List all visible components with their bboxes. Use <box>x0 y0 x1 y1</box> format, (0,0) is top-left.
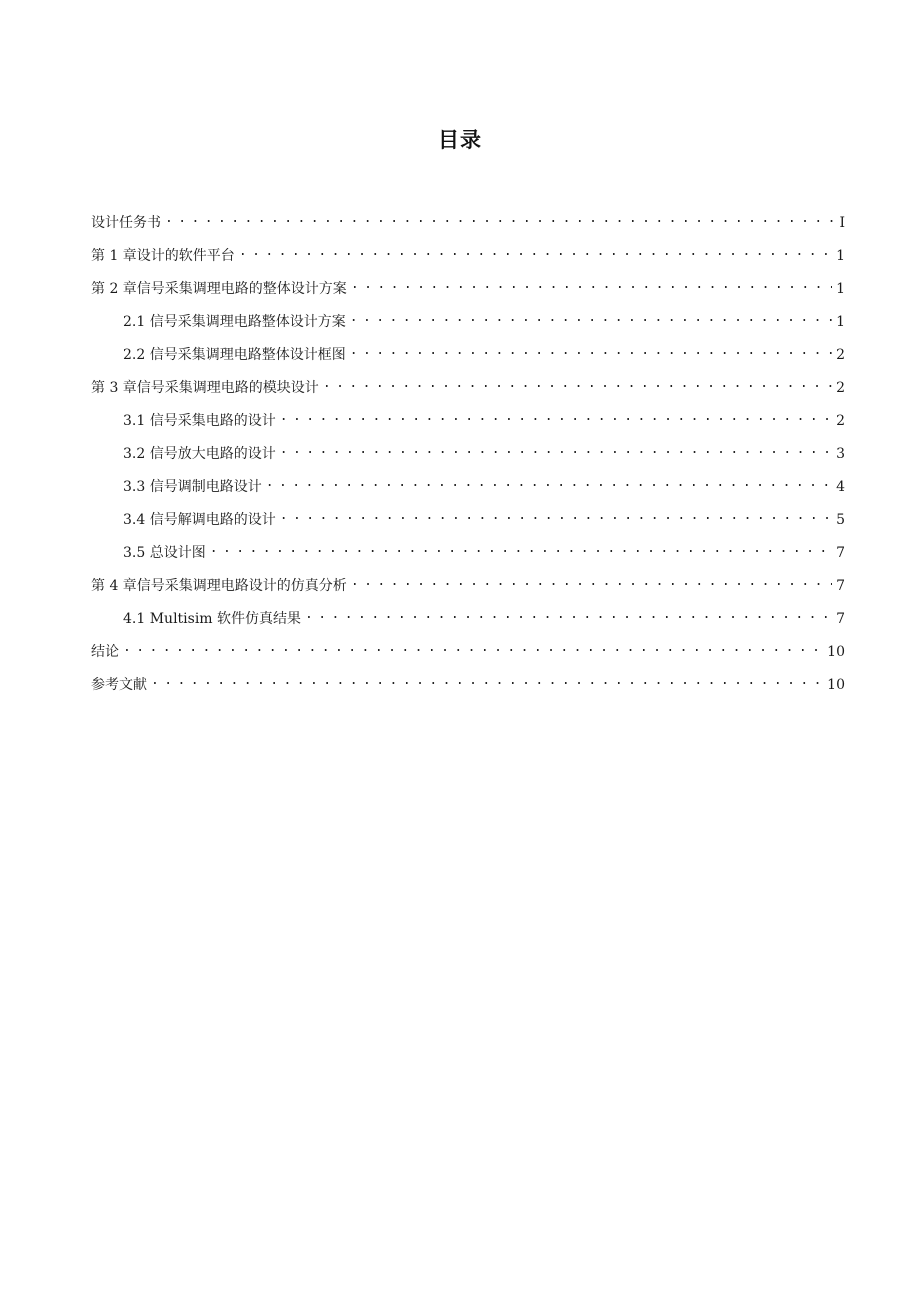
toc-entry-section-3-2[interactable] <box>91 442 845 475</box>
toc-entry-chapter-2[interactable] <box>91 277 845 310</box>
toc-leader-dots <box>280 442 832 458</box>
toc-entry-page: 10 <box>827 644 845 660</box>
toc-entry-text: 第 4 章信号采集调理电路设计的仿真分析 <box>91 578 347 594</box>
toc-entry-chapter-3[interactable] <box>91 376 845 409</box>
toc-leader-dots <box>280 409 832 425</box>
toc-entry-section-4-1[interactable] <box>91 607 845 640</box>
toc-entry-section-2-2[interactable] <box>91 343 845 376</box>
toc-entry-text: 第 3 章信号采集调理电路的模块设计 <box>91 380 319 396</box>
toc-entry-page: 1 <box>836 248 845 264</box>
toc-entry-conclusion[interactable] <box>91 640 845 673</box>
toc-entry-page: 2 <box>836 413 845 429</box>
toc-leader-dots <box>323 376 832 392</box>
toc-entry-text: 3.4 信号解调电路的设计 <box>123 512 276 528</box>
toc-entry-text: 4.1 Multisim 软件仿真结果 <box>123 611 302 627</box>
toc-leader-dots <box>305 607 832 623</box>
toc-leader-dots <box>350 343 832 359</box>
toc-entry-page: 2 <box>836 380 845 396</box>
toc-entry-text: 2.2 信号采集调理电路整体设计框图 <box>123 347 346 363</box>
toc-leader-dots <box>123 640 823 656</box>
toc-leader-dots <box>151 673 823 689</box>
toc-entry-page: 2 <box>836 347 845 363</box>
toc-entry-page: I <box>839 215 845 231</box>
toc-entry-section-3-4[interactable] <box>91 508 845 541</box>
toc-entry-text: 3.5 总设计图 <box>123 545 206 561</box>
toc-leader-dots <box>210 541 832 557</box>
toc-entry-chapter-1[interactable] <box>91 244 845 277</box>
toc-entry-text: 3.1 信号采集电路的设计 <box>123 413 276 429</box>
toc-list <box>91 211 845 706</box>
toc-leader-dots <box>350 310 832 326</box>
toc-leader-dots <box>165 211 833 227</box>
toc-entry-page: 1 <box>836 281 845 297</box>
toc-entry-text: 第 1 章设计的软件平台 <box>91 248 235 264</box>
toc-leader-dots <box>266 475 832 491</box>
toc-leader-dots <box>351 574 832 590</box>
toc-entry-section-3-3[interactable] <box>91 475 845 508</box>
toc-entry-text: 参考文献 <box>91 677 147 693</box>
toc-leader-dots <box>351 277 832 293</box>
toc-leader-dots <box>239 244 832 260</box>
toc-entry-text: 第 2 章信号采集调理电路的整体设计方案 <box>91 281 347 297</box>
toc-entry-page: 5 <box>836 512 845 528</box>
toc-entry-page: 7 <box>836 578 845 594</box>
toc-entry-text: 3.2 信号放大电路的设计 <box>123 446 276 462</box>
toc-entry-page: 7 <box>836 545 845 561</box>
toc-entry-text: 3.3 信号调制电路设计 <box>123 479 262 495</box>
toc-entry-page: 3 <box>836 446 845 462</box>
toc-entry-chapter-4[interactable] <box>91 574 845 607</box>
toc-entry-section-3-1[interactable] <box>91 409 845 442</box>
toc-entry-page: 4 <box>836 479 845 495</box>
toc-entry-design-task[interactable] <box>91 211 845 244</box>
toc-entry-text: 2.1 信号采集调理电路整体设计方案 <box>123 314 346 330</box>
toc-entry-page: 7 <box>836 611 845 627</box>
toc-entry-section-2-1[interactable] <box>91 310 845 343</box>
toc-entry-references[interactable] <box>91 673 845 706</box>
toc-entry-page: 10 <box>827 677 845 693</box>
toc-entry-page: 1 <box>836 314 845 330</box>
toc-entry-text: 设计任务书 <box>91 215 161 231</box>
toc-entry-text: 结论 <box>91 644 119 660</box>
toc-title: 目录 <box>438 128 482 152</box>
toc-leader-dots <box>280 508 832 524</box>
toc-entry-section-3-5[interactable] <box>91 541 845 574</box>
